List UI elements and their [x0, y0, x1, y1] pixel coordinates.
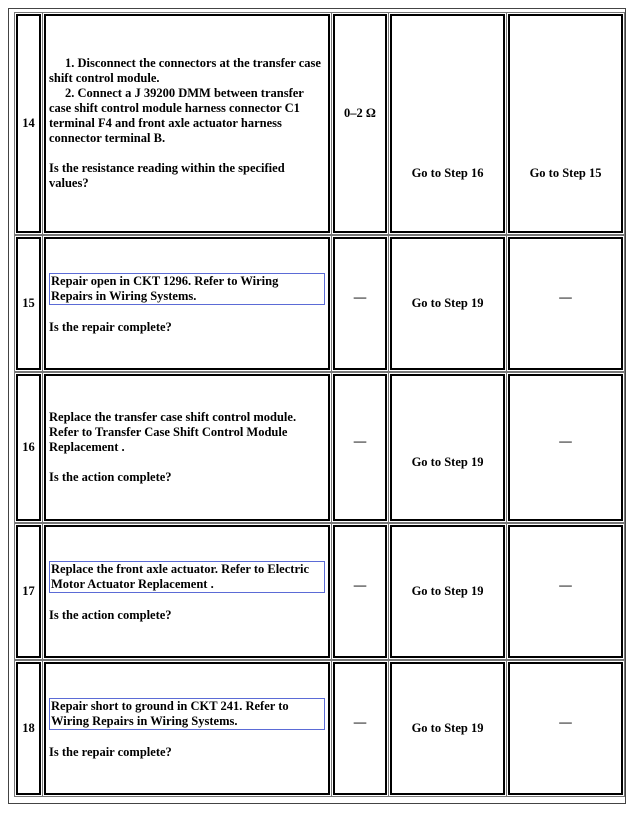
no-cell [508, 662, 623, 795]
no-text: Go to Step 15 [529, 166, 602, 180]
yes-cell [390, 374, 505, 521]
action-cell [44, 662, 330, 795]
action-cell [44, 374, 330, 521]
yes-text: Go to Step 19 [411, 721, 484, 735]
yes-cell [390, 237, 505, 370]
dash: — [559, 715, 572, 729]
no-cell [508, 525, 623, 658]
no-cell [508, 237, 623, 370]
action-cell [44, 237, 330, 370]
step-number: 16 [16, 374, 41, 521]
action-text: Replace the transfer case shift control module. Refer to Transfer Case Shift Control Module Replacement . [49, 410, 297, 454]
action-question: Is the repair complete? [49, 319, 172, 334]
dash: — [559, 578, 572, 592]
value-cell [333, 662, 387, 795]
step-number: 18 [16, 662, 41, 795]
dash: — [353, 715, 367, 729]
action-cell [44, 14, 330, 233]
no-cell [508, 374, 623, 521]
action-line: 2. Connect a J 39200 DMM between transfer case shift control module harness connector C1 terminal F4 and front axle actuator harness connector terminal B. [49, 86, 304, 145]
action-question: Is the repair complete? [49, 744, 172, 759]
value-text: 0–2 Ω [344, 106, 376, 120]
yes-cell [390, 14, 505, 233]
dash: — [559, 434, 572, 448]
procedure-link[interactable]: Replace the front axle actuator. Refer to Electric Motor Actuator Replacement . [49, 561, 325, 593]
dash: — [353, 434, 367, 448]
dash: — [353, 578, 367, 592]
action-question: Is the resistance reading within the specified values? [49, 161, 285, 190]
action-question: Is the action complete? [49, 470, 172, 484]
yes-cell [390, 525, 505, 658]
procedure-link[interactable]: Repair open in CKT 1296. Refer to Wiring Repairs in Wiring Systems. [49, 273, 325, 305]
yes-text: Go to Step 19 [411, 584, 484, 598]
value-cell [333, 14, 387, 233]
action-cell [44, 525, 330, 658]
yes-text: Go to Step 16 [411, 166, 484, 180]
step-number: 14 [16, 14, 41, 233]
dash: — [559, 290, 572, 304]
yes-text: Go to Step 19 [411, 455, 484, 469]
value-cell [333, 374, 387, 521]
step-number: 17 [16, 525, 41, 658]
yes-text: Go to Step 19 [411, 296, 484, 310]
no-cell [508, 14, 623, 233]
procedure-link[interactable]: Repair short to ground in CKT 241. Refer to Wiring Repairs in Wiring Systems. [49, 698, 325, 730]
dash: — [353, 290, 367, 304]
yes-cell [390, 662, 505, 795]
action-line: 1. Disconnect the connectors at the transfer case shift control module. [49, 56, 321, 85]
step-number: 15 [16, 237, 41, 370]
value-cell [333, 237, 387, 370]
action-question: Is the action complete? [49, 607, 172, 622]
value-cell [333, 525, 387, 658]
